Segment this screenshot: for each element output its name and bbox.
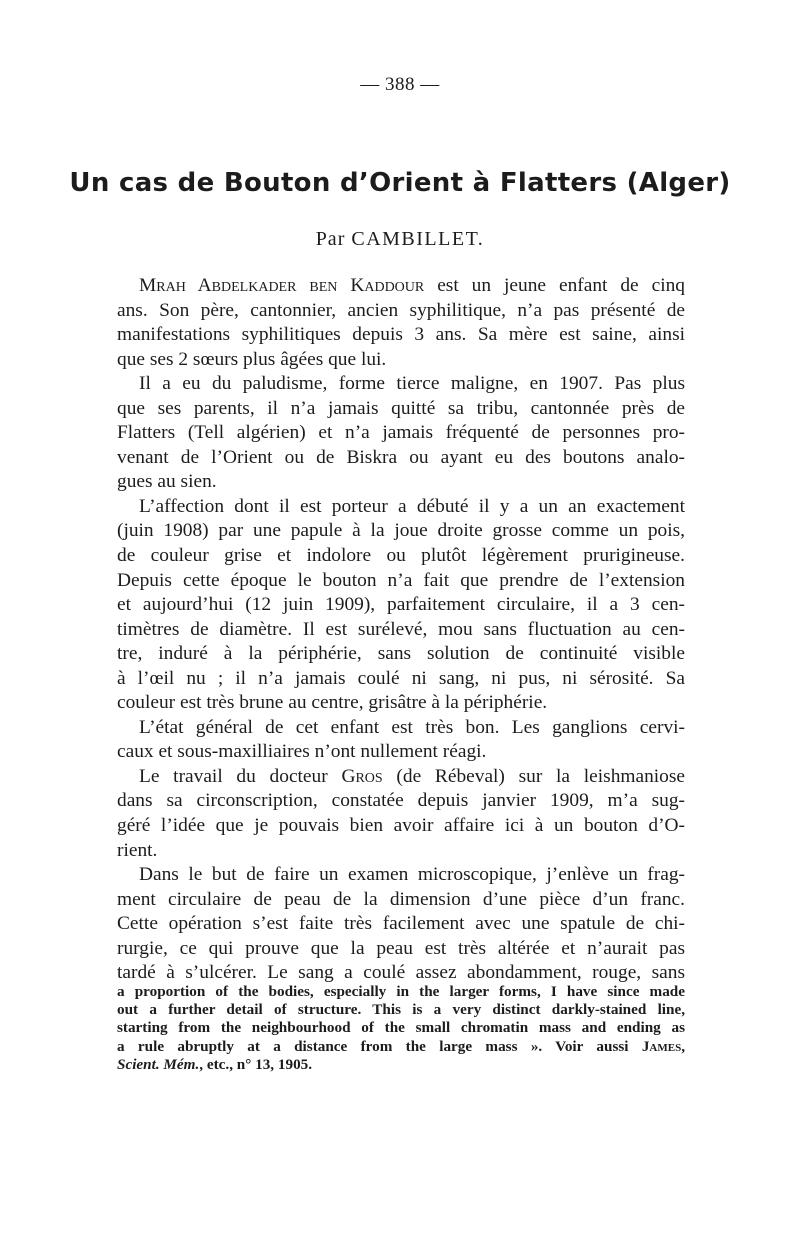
body-line [117,372,685,397]
body-line [117,839,685,864]
body-line-text: L’affection dont il est porteur a débuté il y a un an exactement [139,495,685,517]
body-line-text: Gros [341,765,383,787]
body-line-text: ans. Son père, cantonnier, ancien syphilitique, n’a pas présenté de [117,299,685,321]
body-line-text: Cette opération s’est faite très facilement avec une spatule de chi- [117,913,685,935]
body-line [117,519,685,544]
body-line [117,765,685,790]
body-line [117,814,685,839]
body-line [117,740,685,765]
body-line-text: L’état général de cet enfant est très bon. Les ganglions cervi- [139,716,685,738]
footnote-line [117,1056,685,1074]
footnote-line [117,983,685,1001]
body-line-text: tre, induré à la périphérie, sans solution de continuité visible [117,643,685,665]
footnote [117,983,685,1074]
page-number: — 388 — [360,74,440,95]
footnote-line-text: , etc., n° 13, 1905. [199,1055,313,1073]
article-title: Un cas de Bouton d’Orient à Flatters (Alger) [69,168,731,198]
footnote-line-text: James [641,1037,682,1055]
body-line [117,569,685,594]
body-line-text: Flatters (Tell algérien) et n’a jamais fréquenté de personnes pro- [117,422,685,444]
body-line-text: rurgie, ce qui prouve que la peau est très altérée et n’aurait pas [117,937,685,959]
body-line-text: Mrah Abdelkader ben Kaddour [139,275,425,296]
body-line [117,888,685,913]
body-line [117,667,685,692]
body-line [117,323,685,348]
body-line [117,937,685,962]
body-line-text: timètres de diamètre. Il est surélevé, mou sans fluctuation au cen- [117,618,685,640]
body-line-text: que ses 2 sœurs plus âgées que lui. [117,348,387,370]
body-line-text: et aujourd’hui (12 juin 1909), parfaitement circulaire, il a 3 cen- [117,594,685,616]
body-line [117,618,685,643]
body-line [117,470,685,495]
body-line [117,495,685,520]
body-line [117,863,685,888]
body-line [117,446,685,471]
footnote-line-text: out a further detail of structure. This is a very distinct darkly-stained line, [117,1001,685,1019]
footnote-line-text: a rule abruptly at a distance from the large mass ». Voir aussi [117,1037,642,1055]
body-line-text: rient. [117,839,158,861]
body-line-text: caux et sous-maxilliaires n’ont nullement réagi. [117,741,487,763]
body-line-text: gues au sien. [117,471,217,493]
body-line-text: est un jeune enfant de cinq [424,275,685,296]
footnote-line-text: Scient. Mém. [117,1055,200,1073]
body-line-text: manifestations syphilitiques depuis 3 ans. Sa mère est saine, ainsi [117,324,685,346]
body-line-text: dans sa circonscription, constatée depuis janvier 1909, m’a sug- [117,790,685,812]
footnote-line-text: starting from the neighbourhood of the small chromatin mass and ending as [117,1019,685,1037]
body-line [117,716,685,741]
body-line-text: tardé à s’ulcérer. Le sang a coulé assez abondamment, rouge, sans [117,962,685,984]
footnote-line [117,1019,685,1037]
body-line-text: à l’œil nu ; il n’a jamais coulé ni sang, ni pus, ni sérosité. Sa [117,667,685,689]
body-line [117,274,685,299]
footnote-line [117,1038,685,1056]
body-line-text: que ses parents, il n’a jamais quitté sa tribu, cantonnée près de [117,397,685,419]
byline-prefix: Par [315,228,346,250]
byline [0,228,800,251]
body-line [117,593,685,618]
body-line-text: Le travail du docteur [139,765,342,787]
body-line [117,691,685,716]
body-line-text: de couleur grise et indolore ou plutôt légèrement prurigineuse. [117,545,685,567]
body-line [117,397,685,422]
body-line [117,299,685,324]
body-line [117,912,685,937]
body-line [117,789,685,814]
body-line-text: venant de l’Orient ou de Biskra ou ayant eu des boutons analo- [117,446,685,468]
body-line-text: (juin 1908) par une papule à la joue droite grosse comme un pois, [117,520,685,542]
body-line-text: Dans le but de faire un examen microscopique, j’enlève un frag- [139,864,685,886]
body-line [117,642,685,667]
body-line [117,544,685,569]
body-line-text: Il a eu du paludisme, forme tierce maligne, en 1907. Pas plus [139,373,685,395]
body-line-text: Depuis cette époque le bouton n’a fait que prendre de l’extension [117,569,685,591]
body-line-text: géré l’idée que je pouvais bien avoir affaire ici à un bouton d’O- [117,815,685,837]
article-body [117,274,685,986]
footnote-line-text: a proportion of the bodies, especially in the larger forms, I have since made [117,983,685,1000]
body-line [117,348,685,373]
body-line-text: ment circulaire de peau de la dimension d’une pièce d’un franc. [117,888,685,910]
body-line [117,421,685,446]
body-line-text: (de Rébeval) sur la leishmaniose [382,765,686,787]
footnote-line-text: , [681,1037,685,1055]
body-line-text: couleur est très brune au centre, grisâtre à la périphérie. [117,692,548,714]
author-name: CAMBILLET. [351,228,485,250]
footnote-line [117,1001,685,1019]
